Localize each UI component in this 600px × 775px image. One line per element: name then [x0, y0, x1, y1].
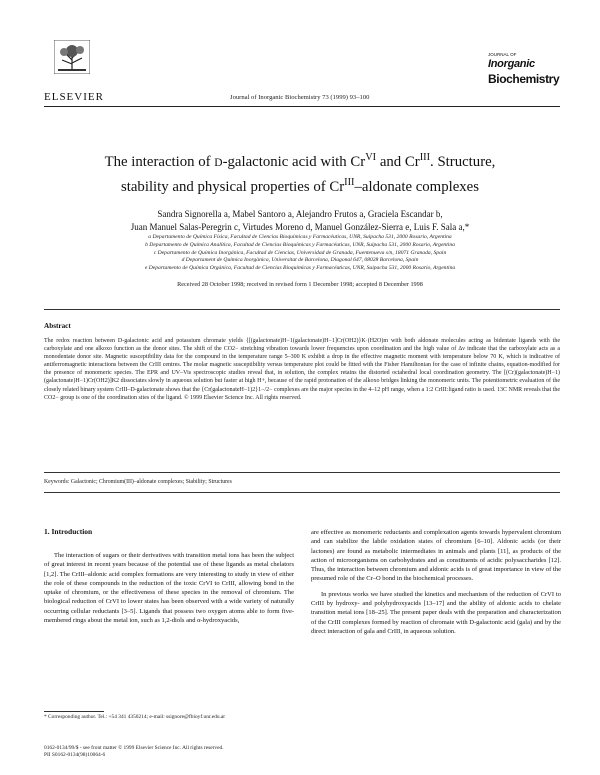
copyright-line: 0162-0134/99/$ - see front matter © 1999 Elsevier Science Inc. All rights reserved.: [44, 745, 224, 751]
pii-line: PII S0162-0134(98)10064-6: [44, 752, 106, 759]
journal-logo-line1: Inorganic: [488, 58, 535, 70]
right-column: [311, 528, 561, 636]
journal-citation: Journal of Inorganic Biochemistry 73 (1999) 93–100: [230, 94, 370, 101]
section-heading: 1. Introduction: [44, 527, 93, 536]
abstract-top-divider: [44, 309, 560, 310]
left-column: [44, 551, 294, 625]
paragraph: In previous works we have studied the kinetics and mechanism of the reduction of CrVI to CrIII by hydroxy- and polyhydroxyacids [13–17] and the ability of aldonic acids to chelate transition metal ions [18–25]. The present paper deals with the preparation and characterization of the CrIII complexes formed by reaction of chromate with D-galactonic acid (gala) and by the direct interaction of gala and CrIII, in aqueous solution.: [311, 590, 561, 635]
affiliation: a Departamento de Química Física, Facultad de Ciencias Bioquímicas y Farmacéuticas, UNR, Suipacha 531, 2000 Rosario, Argentina: [148, 234, 452, 240]
paragraph: The interaction of sugars or their derivatives with transition metal ions has been the subject of great interest in recent years because of the potential use of these ligands as metal chelators [1,2]. The CrIII–aldonic acid complex formations are very interesting to study in view of either the role of these compounds in the reduction of the toxic CrVI to CrIII, allowing bond in the uptake of chromium, or the effectiveness of these species in the removal of chromium. The biological reduction of CrVI to lower states has been observed with a wide variety of naturally occurring cellular reductants [3–5]. Ligands that possess two oxygen atoms able to form five-membered rings about the metal ion, such as 1,2-diols and α-hydroxyacids,: [44, 552, 294, 625]
footnote-divider: [44, 711, 104, 712]
paragraph: are effective as monomeric reductants and complexation agents towards hypervalent chromium and can stabilize the labile oxidation states of chromium [6–10]. Aldonic acids (or their lactones) are found as metabolic intermediates in animals and plants [11], as products of the action of microorganisms on carbohydrates and as constituents of acidic polysaccharides [12]. Thus, the interaction between chromium and aldonic acids is of great importance in view of the presumed role of the Cr–O bond in the biochemical processes.: [311, 529, 561, 583]
affiliations: [52, 234, 548, 273]
abstract-text: The redox reaction between D-galactonic acid and potassium chromate yields {[(galactonate)H−1(galactonate)H−1]Cr(OH2)}K·(H2O)m with both aldonate molecules acting as bidentate ligands with the carboxylate and one alkoxo function as the donor sites. The shift of the CO2− stretching vibration towards lower frequencies upon coordination and the high value of Δν indicate that the carboxylate acts as a monodentate donor site. Magnetic susceptibility data for the compound in the temperature range 5–300 K exhibit a drop in the effective magnetic moment with temperature below 70 K, which is indicative of antiferromagnetic interactions between the CrIII centres. The molar magnetic susceptibility versus temperature plot could be fitted with the Fisher Hamiltonian for the case of infinite chains, equation-modified for the presence of monomeric species. The EPR and UV–Vis spectroscopic studies reveal that, in solution, the complex retains the distorted octahedral local coordination geometry. The [(Cr)(galactonate)H−1)(galactonate)H−1)Cr(OH2)]K2 dissociates slowly in aqueous solution but faster at high H+, because of the rapid protonation of the alkoxo bridges linking the monomeric units. The potentiometric evaluation of the closely related binary system CrIII–D-galactonate shows that the {Cr(galactonateH−1)2}1−/2− complexes are the major species in the 4–12 pH range, when a 1:2 CrIII:ligand ratio is used. 13C NMR reveals that the CO2− group is one of the coordination sites of the ligand. © 1999 Elsevier Science Inc. All rights reserved.: [44, 338, 560, 401]
elsevier-tree-icon: [44, 40, 100, 90]
keywords: Keywords: Galactonic; Chromium(III)–aldonate complexes; Stability; Structures: [44, 479, 232, 485]
abstract-heading: Abstract: [44, 322, 71, 330]
header-divider: [44, 106, 560, 107]
received-dates: Received 28 October 1998; received in revised form 1 December 1998; accepted 8 December 1998: [177, 281, 423, 288]
journal-logo: [488, 52, 558, 98]
journal-logo-small: JOURNAL OF: [488, 52, 517, 57]
authors-line-2: Juan Manuel Salas-Peregrin c, Virtudes Moreno d, Manuel González-Sierra e, Luis F. Sala a,*: [130, 222, 470, 232]
journal-logo-line2: Biochemistry: [488, 72, 560, 86]
copyright-notice: [44, 745, 560, 760]
keywords-divider: [44, 472, 560, 473]
affiliation: e Departamento de Química Orgánica, Facultad de Ciencias Bioquímicas y Farmacéuticas, UNR, Suipacha 531, 2000 Rosario, Argentina: [144, 265, 456, 272]
affiliation: c Departamento de Química Inorgánica, Facultad de Ciencias, Universidad de Granada, Fuentenueva s/n, 18071 Granada, Spain: [153, 249, 447, 256]
affiliation: b Departamento de Química Analítica, Facultad de Ciencias Bioquímicas y Farmacéuticas, UNR, Suipacha 531, 2000 Rosario, Argentina: [145, 241, 455, 248]
corresponding-author-footnote: * Corresponding author. Tel.: +54 341 4350214; e-mail: ssignore@fbioyf.unr.edu.ar: [44, 714, 226, 720]
affiliation: d Departament de Química Inorgànica, Universitat de Barcelona, Diagonal 647, 08028 Barcelona, Spain: [181, 257, 419, 264]
abstract-bottom-divider: [44, 492, 560, 493]
author-list: [40, 208, 560, 234]
article-title: The interaction of D-galactonic acid with $Cr^{VI}$ and $Cr^{III}$. Structure, stability and physical properties of $Cr^{III}$–aldonate complexes: [104, 152, 496, 195]
authors-line-1: Sandra Signorella a, Mabel Santoro a, Alejandro Frutos a, Graciela Escandar b,: [157, 209, 443, 219]
publisher-name: ELSEVIER: [44, 91, 104, 103]
